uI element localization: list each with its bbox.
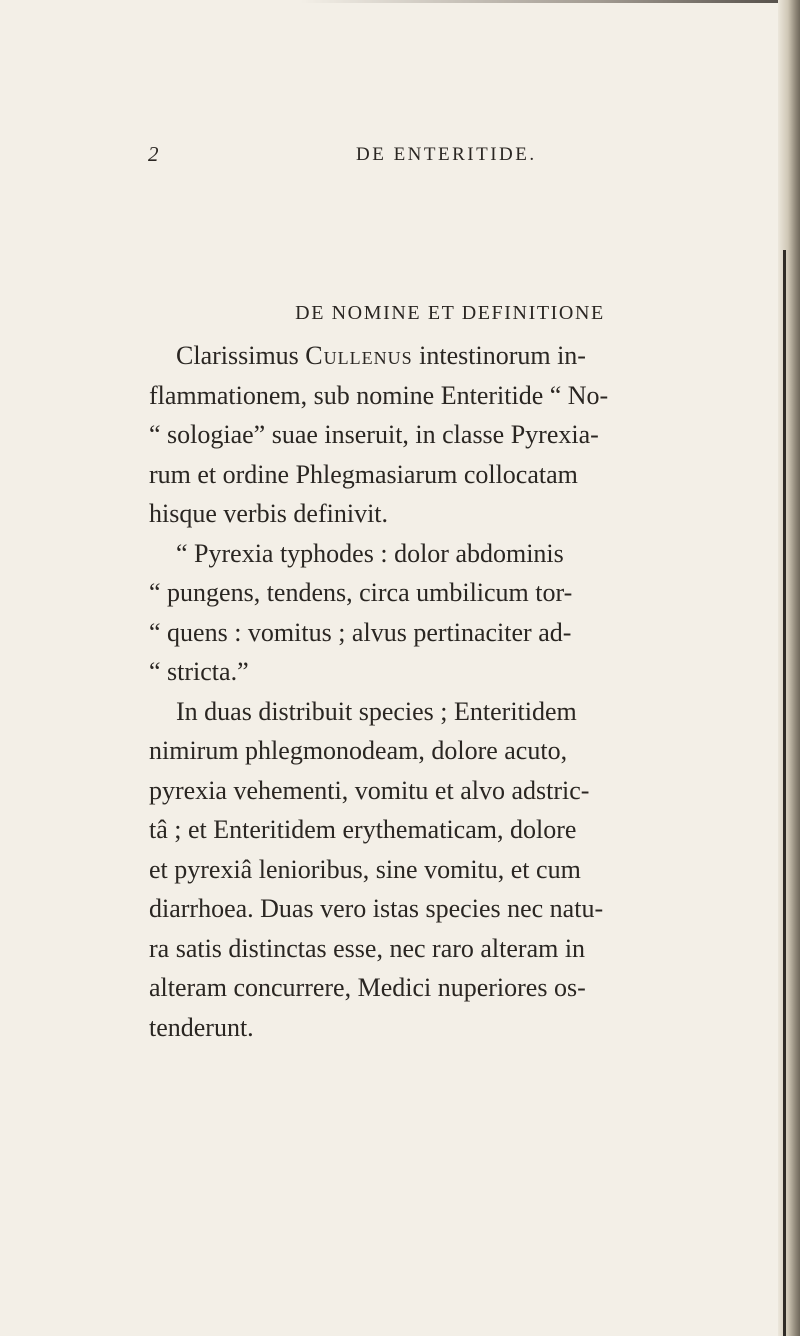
text-line: “ Pyrexia typhodes : dolor abdominis <box>176 538 564 568</box>
text-line: Clarissimus Cullenus intestinorum in- <box>176 341 586 370</box>
running-title: DE ENTERITIDE. <box>356 144 537 165</box>
text-line: flammationem, sub nomine Enteritide “ No- <box>149 380 609 410</box>
page-edge-line <box>783 250 786 1336</box>
top-edge-shadow <box>300 0 800 3</box>
text-line: “ stricta.” <box>149 657 249 686</box>
section-heading: DE NOMINE ET DEFINITIONE <box>295 302 605 324</box>
text-line: tâ ; et Enteritidem erythematicam, dolore <box>149 815 577 844</box>
text-line: alteram concurrere, Medici nuperiores os- <box>149 973 586 1002</box>
text-line: “ pungens, tendens, circa umbilicum tor- <box>149 578 573 607</box>
text-line: “ quens : vomitus ; alvus pertinaciter ad- <box>149 617 572 647</box>
author-name: Cullenus <box>305 341 413 370</box>
page-edge <box>778 0 800 1336</box>
text-line: hisque verbis definivit. <box>149 499 389 528</box>
text-line: In duas distribuit species ; Enteritidem <box>176 696 577 726</box>
page-number: 2 <box>148 142 159 166</box>
text-line: tenderunt. <box>149 1012 254 1042</box>
text-line: ra satis distinctas esse, nec raro alteram in <box>149 933 586 963</box>
text-line: “ sologiae” suae inseruit, in classe Pyrexia- <box>149 420 599 449</box>
text-line: diarrhoea. Duas vero istas species nec natu- <box>149 894 604 923</box>
text-line: et pyrexiâ lenioribus, sine vomitu, et cum <box>149 854 581 884</box>
text-line: pyrexia vehementi, vomitu et alvo adstric- <box>149 775 590 805</box>
text-line: rum et ordine Phlegmasiarum collocatam <box>149 459 578 489</box>
body-text <box>149 336 749 1047</box>
text-line: nimirum phlegmonodeam, dolore acuto, <box>149 736 568 765</box>
running-head <box>148 142 768 172</box>
